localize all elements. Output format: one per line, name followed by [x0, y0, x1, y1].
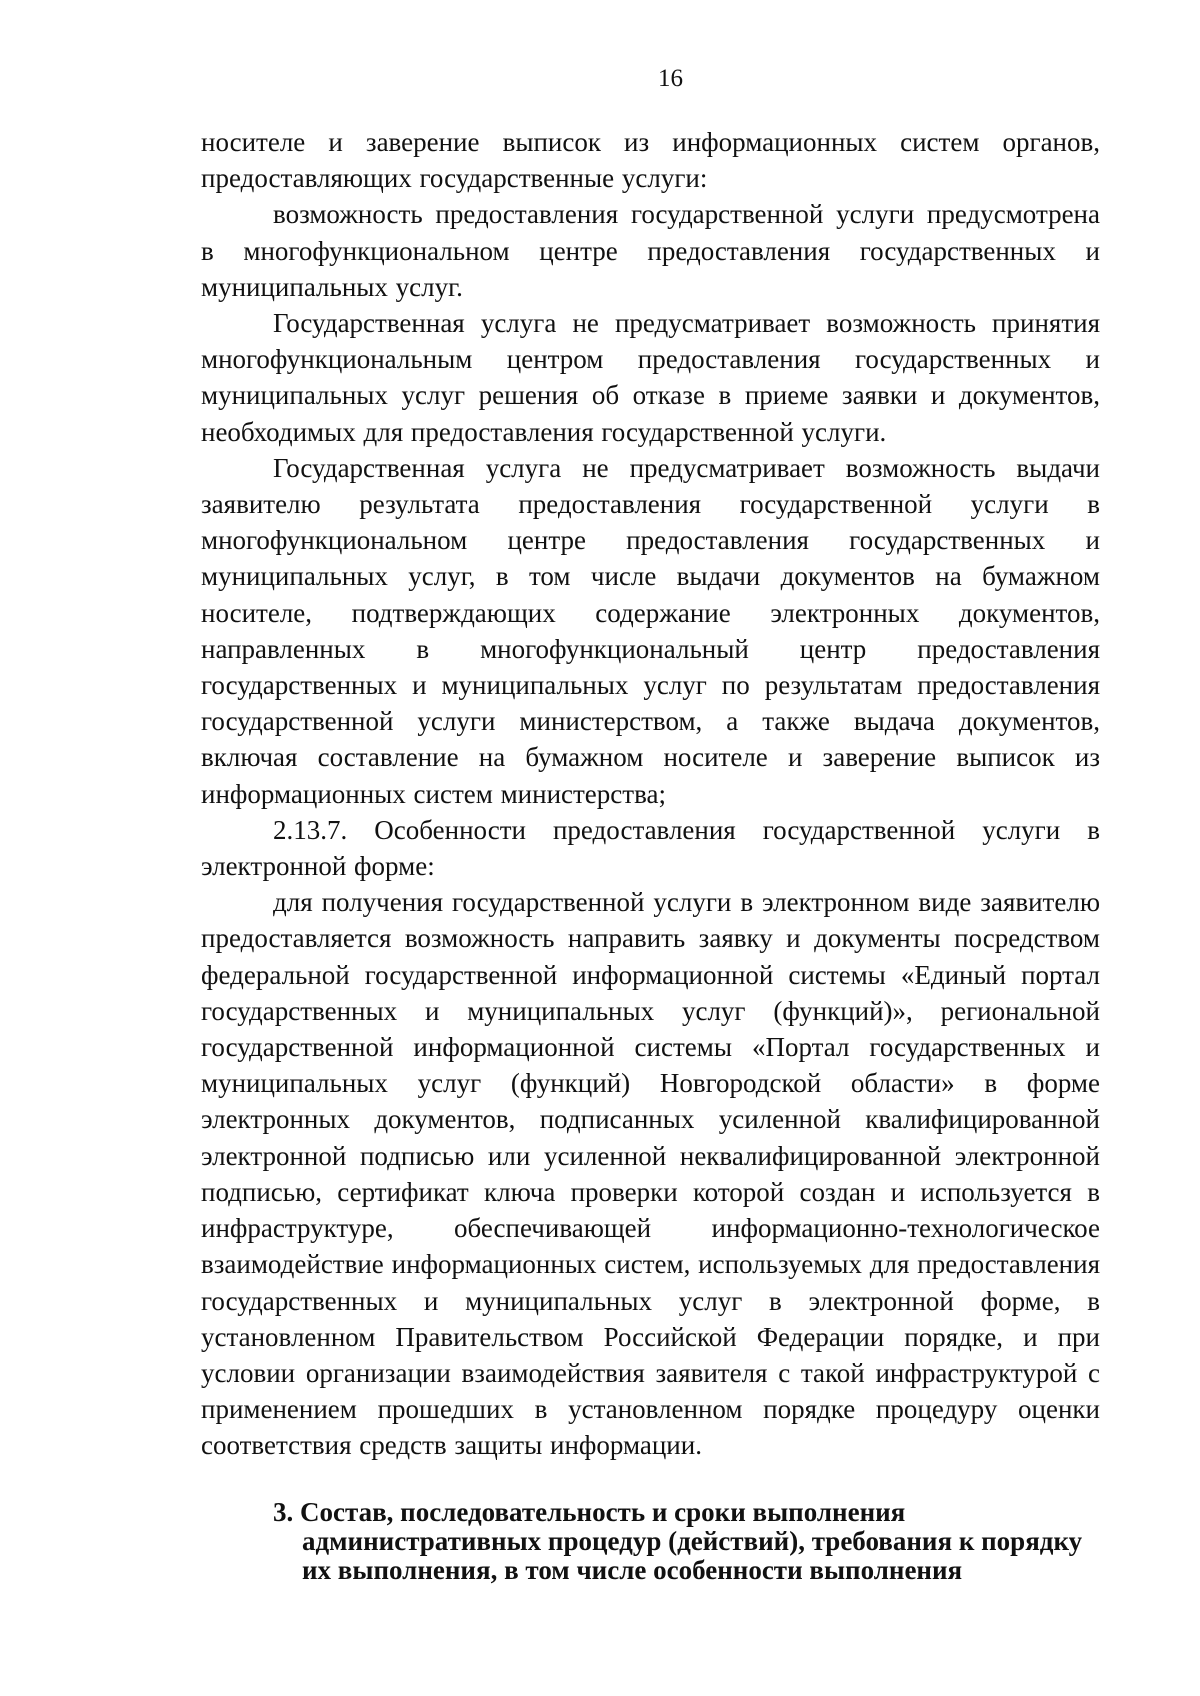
section-heading [201, 1498, 1100, 1585]
page-number: 16 [658, 65, 683, 92]
section-heading-line-2: административных процедур (действий), требования к порядку [302, 1525, 1083, 1556]
section-heading-text-1: Состав, последовательность и сроки выполнения [300, 1496, 906, 1527]
paragraph-4: Государственная услуга не предусматривает возможность выдачи заявителю результата предоставления государственной услуги в многофункциональном центре предоставления государственных и муниципальных услуг, в том числе выдачи документов на бумажном носителе, подтверждающих содержание электронных документов, направленных в многофункциональный центр предоставления государственных и муниципальных услуг по результатам предоставления государственной услуги министерством, а также выдача документов, включая составление на бумажном носителе и заверение выписок из информационных систем министерства; [201, 452, 1100, 809]
document-body [201, 124, 1100, 1464]
paragraph-2: возможность предоставления государственной услуги предусмотрена в многофункциональном центре предоставления государственных и муниципальных услуг. [201, 199, 1100, 302]
section-heading-line-1 [273, 1498, 1100, 1527]
section-number: 3. [273, 1496, 294, 1527]
paragraph-6: для получения государственной услуги в электронном виде заявителю предоставляется возможность направить заявку и документы посредством федеральной государственной информационной системы «Единый портал государственных и муниципальных услуг (функций)», региональной государственной информационной системы «Портал государственных и муниципальных услуг (функций) Новгородской области» в форме электронных документов, подписанных усиленной квалифицированной электронной подписью или усиленной неквалифицированной электронной подписью, сертификат ключа проверки которой создан и используется в инфраструктуре, обеспечивающей информационно-технологическое взаимодействие информационных систем, используемых для предоставления государственных и муниципальных услуг в электронной форме, в установленном Правительством Российской Федерации порядке, и при условии организации взаимодействия заявителя с такой инфраструктурой с применением прошедших в установленном порядке процедуру оценки соответствия средств защиты информации. [201, 887, 1100, 1461]
paragraph-3: Государственная услуга не предусматривает возможность принятия многофункциональным центром предоставления государственных и муниципальных услуг решения об отказе в приеме заявки и документов, необходимых для предоставления государственной услуги. [201, 308, 1100, 447]
section-heading-line-3: их выполнения, в том числе особенности выполнения [302, 1554, 963, 1585]
paragraph-1: носителе и заверение выписок из информационных систем органов, предоставляющих государственные услуги: [201, 127, 1100, 194]
paragraph-5: 2.13.7. Особенности предоставления государственной услуги в электронной форме: [201, 814, 1100, 882]
